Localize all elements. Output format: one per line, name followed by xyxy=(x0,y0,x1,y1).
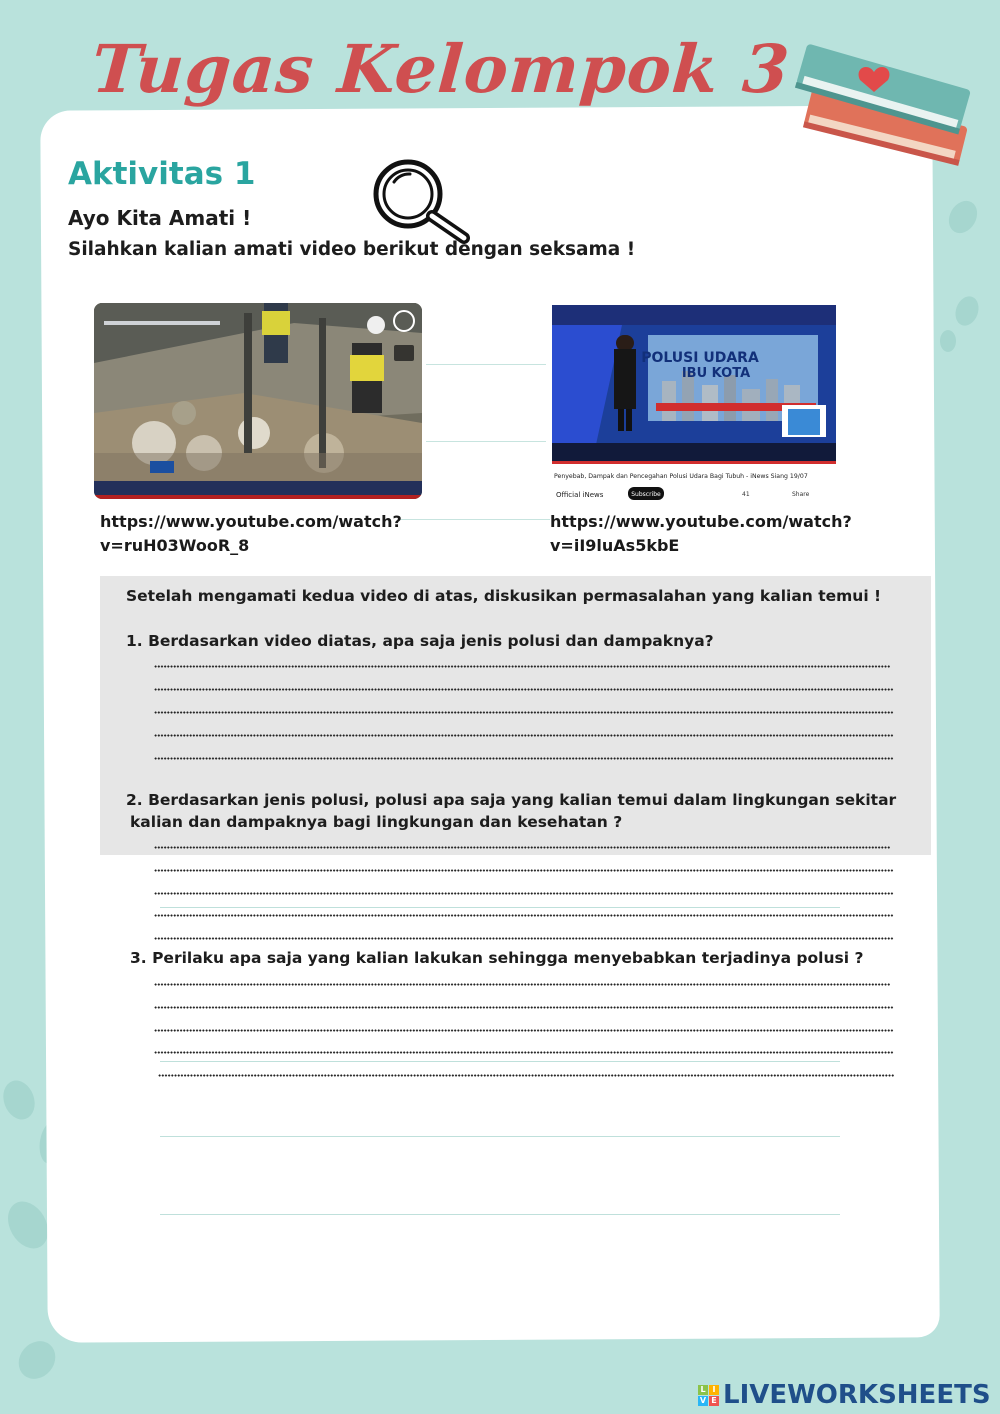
thumb-like-count: 41 xyxy=(742,491,750,498)
logo-letter: E xyxy=(709,1396,719,1406)
answer-line-2-1[interactable] xyxy=(154,846,890,849)
answer-line-3-3[interactable] xyxy=(154,1029,894,1032)
video-1-scene xyxy=(94,303,422,499)
thumb-share: Share xyxy=(792,491,810,498)
answer-line-3-4[interactable] xyxy=(154,1051,894,1054)
answer-line-3-5[interactable] xyxy=(158,1074,894,1077)
background-blob xyxy=(940,330,956,352)
question-3: 3. Perilaku apa saja yang kalian lakukan sehingga menyebabkan terjadinya polusi ? xyxy=(130,949,864,967)
answer-line-1-3[interactable] xyxy=(154,711,894,714)
thumb-caption: Penyebab, Dampak dan Pencegahan Polusi Udara Bagi Tubuh - iNews Siang 19/07 xyxy=(554,473,808,480)
background-blob xyxy=(11,1334,63,1386)
observe-subheading: Ayo Kita Amati ! xyxy=(68,206,252,230)
background-blob xyxy=(952,293,983,329)
video-thumbnail-1[interactable] xyxy=(94,303,422,499)
video-2-scene xyxy=(552,305,836,503)
connector-line xyxy=(400,519,550,520)
video-2-url-line1: https://www.youtube.com/watch? xyxy=(550,512,852,531)
page-title: Tugas Kelompok 3 xyxy=(89,30,793,108)
video-2-url-line2: v=iI9luAs5kbE xyxy=(550,536,680,555)
answer-line-2-3[interactable] xyxy=(154,892,894,895)
background-blob xyxy=(0,1076,40,1124)
answer-line-3-1[interactable] xyxy=(154,983,890,986)
answer-line-1-5[interactable] xyxy=(154,757,894,760)
discussion-prompt: Setelah mengamati kedua video di atas, diskusikan permasalahan yang kalian temui ! xyxy=(126,587,882,605)
liveworksheets-logo[interactable] xyxy=(698,1380,991,1410)
answer-line-1-2[interactable] xyxy=(154,688,894,691)
video-1-url-line1: https://www.youtube.com/watch? xyxy=(100,512,402,531)
logo-letter: V xyxy=(699,1395,707,1405)
question-2-line1: 2. Berdasarkan jenis polusi, polusi apa saja yang kalian temui dalam lingkungan sekitar xyxy=(126,791,897,809)
faint-rule xyxy=(160,1136,840,1137)
logo-grid-icon xyxy=(698,1385,719,1406)
answer-line-1-1[interactable] xyxy=(154,665,890,668)
books-icon xyxy=(782,36,982,196)
activity-heading: Aktivitas 1 xyxy=(68,156,256,192)
logo-letter: L xyxy=(698,1385,708,1395)
logo-letter: I xyxy=(709,1385,719,1395)
magnifier-icon xyxy=(364,156,476,248)
thumb-subscribe: Subscribe xyxy=(631,491,661,498)
video-thumbnail-2[interactable] xyxy=(552,305,836,503)
video-1-url-line2: v=ruH03WooR_8 xyxy=(100,536,250,555)
background-blob xyxy=(943,196,983,238)
answer-line-2-5[interactable] xyxy=(154,937,894,940)
thumb-title-line1: POLUSI UDARA xyxy=(641,350,759,366)
video-2-url[interactable] xyxy=(550,510,852,558)
connector-line xyxy=(426,364,546,365)
answer-line-3-2[interactable] xyxy=(154,1006,894,1009)
faint-rule xyxy=(160,907,840,908)
answer-line-2-2[interactable] xyxy=(154,869,894,872)
answer-line-1-4[interactable] xyxy=(154,734,894,737)
faint-rule xyxy=(160,1214,840,1215)
thumb-title-line2: IBU KOTA xyxy=(681,366,751,381)
observe-instruction: Silahkan kalian amati video berikut dengan seksama ! xyxy=(68,239,636,260)
thumb-channel: Official iNews xyxy=(556,491,604,499)
answer-line-2-4[interactable] xyxy=(154,914,894,917)
footer-brand: LIVEWORKSHEETS xyxy=(723,1380,991,1410)
question-2-line2: kalian dan dampaknya bagi lingkungan dan kesehatan ? xyxy=(130,813,623,831)
video-1-url[interactable] xyxy=(100,510,402,558)
connector-line xyxy=(426,441,546,442)
question-1: 1. Berdasarkan video diatas, apa saja jenis polusi dan dampaknya? xyxy=(126,632,714,650)
faint-rule xyxy=(160,1061,840,1062)
